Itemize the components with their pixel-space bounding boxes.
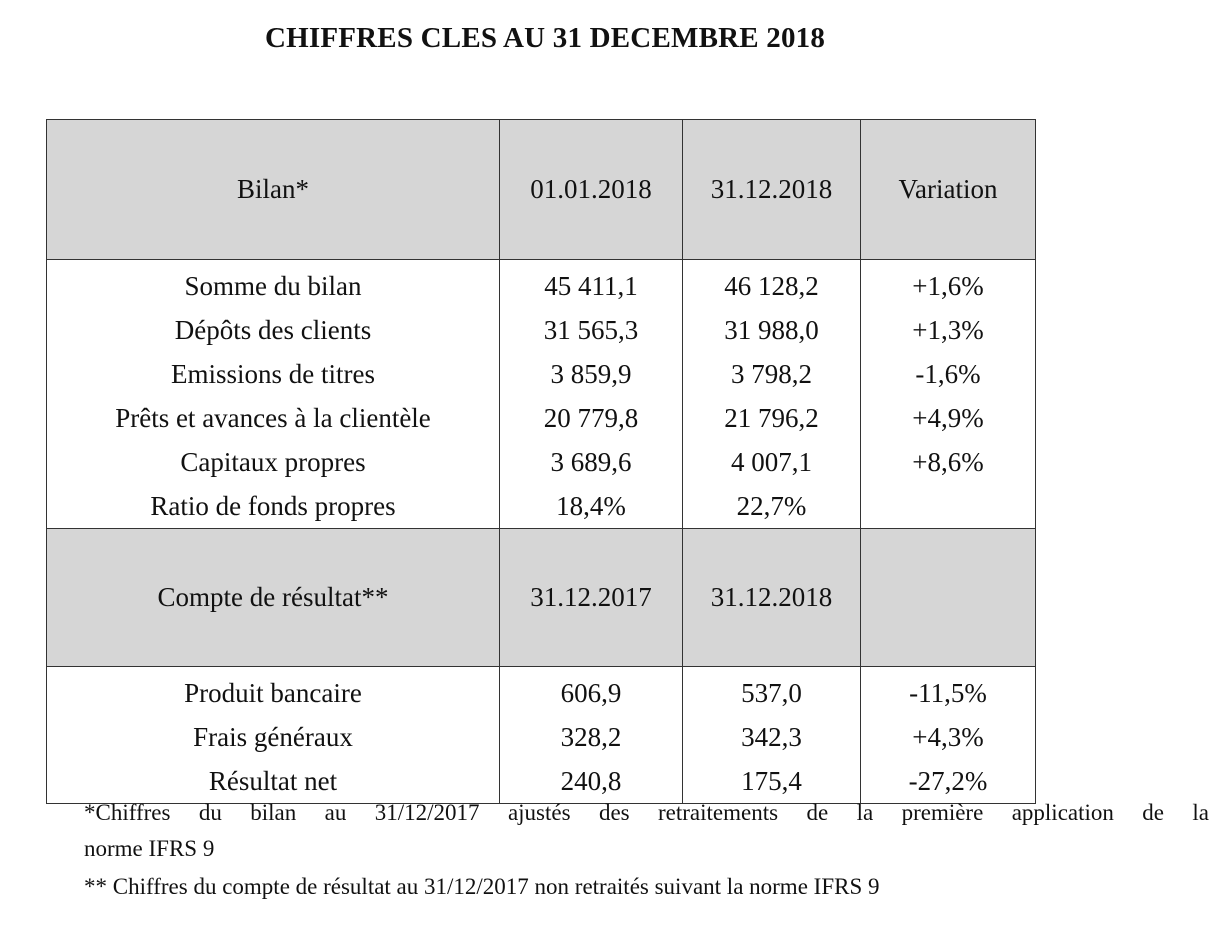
table-row xyxy=(47,667,1036,716)
row-value-start: 45 411,1 xyxy=(500,260,683,309)
table-row xyxy=(47,352,1036,396)
row-value-start: 18,4% xyxy=(500,484,683,529)
row-value-end: 537,0 xyxy=(683,667,861,716)
row-variation: +4,9% xyxy=(861,396,1036,440)
compte-resultat-header-empty xyxy=(861,529,1036,667)
row-label: Capitaux propres xyxy=(47,440,500,484)
row-label: Dépôts des clients xyxy=(47,308,500,352)
table-row xyxy=(47,396,1036,440)
bilan-header-date-end: 31.12.2018 xyxy=(683,120,861,260)
compte-resultat-header-date-start: 31.12.2017 xyxy=(500,529,683,667)
bilan-header-label: Bilan* xyxy=(47,120,500,260)
footnote-bilan-continued: norme IFRS 9 xyxy=(84,836,215,861)
row-variation: -1,6% xyxy=(861,352,1036,396)
row-value-end: 21 796,2 xyxy=(683,396,861,440)
row-value-end: 31 988,0 xyxy=(683,308,861,352)
row-label: Produit bancaire xyxy=(47,667,500,716)
row-variation: +1,6% xyxy=(861,260,1036,309)
table-row xyxy=(47,260,1036,309)
page-title: CHIFFRES CLES AU 31 DECEMBRE 2018 xyxy=(264,22,826,54)
row-value-start: 20 779,8 xyxy=(500,396,683,440)
row-value-end: 3 798,2 xyxy=(683,352,861,396)
row-label: Emissions de titres xyxy=(47,352,500,396)
bilan-header-row xyxy=(47,120,1036,260)
bilan-header-variation: Variation xyxy=(861,120,1036,260)
row-label: Frais généraux xyxy=(47,715,500,759)
row-variation xyxy=(861,484,1036,529)
footnote-bilan: *Chiffres du bilan au 31/12/2017 ajustés des retraitements de la première application de la xyxy=(84,800,1209,825)
compte-resultat-header-date-end: 31.12.2018 xyxy=(683,529,861,667)
table-row xyxy=(47,308,1036,352)
row-label: Ratio de fonds propres xyxy=(47,484,500,529)
row-value-start: 606,9 xyxy=(500,667,683,716)
row-variation: -27,2% xyxy=(861,759,1036,804)
row-label: Somme du bilan xyxy=(47,260,500,309)
row-variation: +1,3% xyxy=(861,308,1036,352)
compte-resultat-header-label: Compte de résultat** xyxy=(47,529,500,667)
table-row xyxy=(47,715,1036,759)
row-variation: +8,6% xyxy=(861,440,1036,484)
row-label: Prêts et avances à la clientèle xyxy=(47,396,500,440)
row-value-end: 342,3 xyxy=(683,715,861,759)
footnote-compte-resultat: ** Chiffres du compte de résultat au 31/12/2017 non retraités suivant la norme IFRS 9 xyxy=(84,874,880,899)
row-variation: -11,5% xyxy=(861,667,1036,716)
row-value-start: 240,8 xyxy=(500,759,683,804)
row-value-end: 4 007,1 xyxy=(683,440,861,484)
row-value-start: 3 689,6 xyxy=(500,440,683,484)
row-value-start: 328,2 xyxy=(500,715,683,759)
row-value-end: 175,4 xyxy=(683,759,861,804)
table-row xyxy=(47,484,1036,529)
bilan-header-date-start: 01.01.2018 xyxy=(500,120,683,260)
compte-resultat-header-row xyxy=(47,529,1036,667)
key-figures-table xyxy=(46,119,1036,804)
row-variation: +4,3% xyxy=(861,715,1036,759)
row-value-start: 3 859,9 xyxy=(500,352,683,396)
row-label: Résultat net xyxy=(47,759,500,804)
row-value-end: 46 128,2 xyxy=(683,260,861,309)
table-row xyxy=(47,440,1036,484)
row-value-end: 22,7% xyxy=(683,484,861,529)
row-value-start: 31 565,3 xyxy=(500,308,683,352)
